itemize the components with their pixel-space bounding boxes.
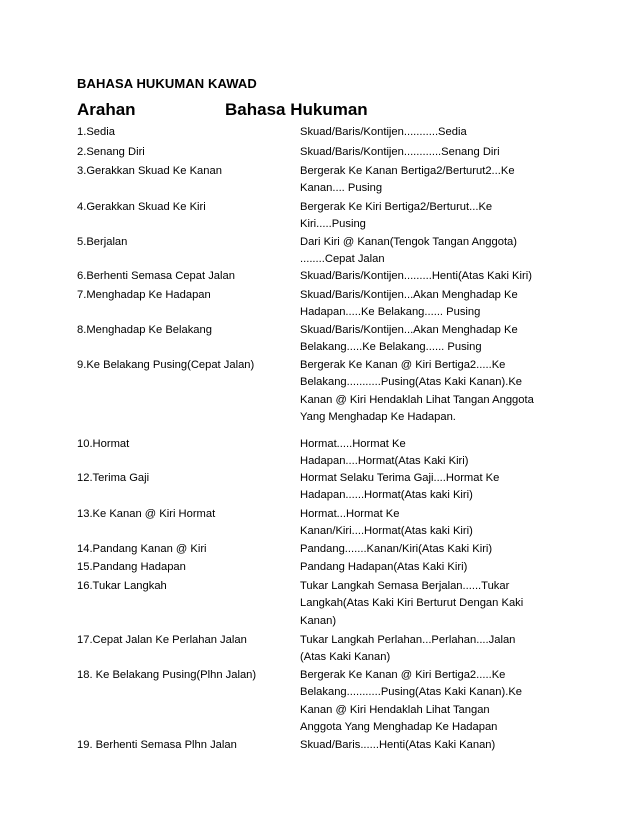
command-label: 18. Ke Belakang Pusing(Plhn Jalan) [77, 669, 257, 681]
command-label: 6.Berhenti Semasa Cepat Jalan [77, 270, 235, 282]
response-line: Skuad/Baris/Kontijen............Senang Diri [300, 146, 500, 158]
command-response [300, 737, 550, 754]
response-line: Hormat...Hormat Ke [300, 508, 400, 520]
response-line: Pandang.......Kanan/Kiri(Atas Kaki Kiri) [300, 543, 493, 555]
command-label: 16.Tukar Langkah [77, 580, 167, 592]
response-line: Skuad/Baris/Kontijen...Akan Menghadap Ke [300, 289, 518, 301]
command-label: 7.Menghadap Ke Hadapan [77, 289, 211, 301]
command-label: 2.Senang Diri [77, 146, 145, 158]
command-response [300, 578, 550, 630]
command-response [300, 506, 550, 541]
response-line: Tukar Langkah Perlahan...Perlahan....Jalan [300, 634, 516, 646]
response-line: Skuad/Baris......Henti(Atas Kaki Kanan) [300, 739, 496, 751]
command-response [300, 268, 550, 285]
command-response [300, 124, 550, 141]
command-label: 3.Gerakkan Skuad Ke Kanan [77, 165, 222, 177]
command-label: 15.Pandang Hadapan [77, 561, 186, 573]
command-label: 12.Terima Gaji [77, 472, 150, 484]
command-response [300, 163, 550, 198]
command-label: 4.Gerakkan Skuad Ke Kiri [77, 201, 206, 213]
response-line: Skuad/Baris/Kontijen...........Sedia [300, 126, 467, 138]
response-line: Langkah(Atas Kaki Kiri Berturut Dengan Kaki [300, 597, 524, 610]
response-line: Bergerak Ke Kanan @ Kiri Bertiga2.....Ke [300, 359, 506, 371]
response-line: Pandang Hadapan(Atas Kaki Kiri) [300, 561, 468, 573]
column-header-bahasa-hukuman: Bahasa Hukuman [225, 100, 368, 119]
response-line: Anggota Yang Menghadap Ke Hadapan [300, 720, 498, 733]
response-line: Kiri.....Pusing [300, 218, 366, 231]
response-line: Yang Menghadap Ke Hadapan. [300, 410, 456, 423]
command-response [300, 322, 550, 357]
command-label: 8.Menghadap Ke Belakang [77, 324, 212, 336]
command-label: 17.Cepat Jalan Ke Perlahan Jalan [77, 634, 247, 646]
response-line: Bergerak Ke Kiri Bertiga2/Berturut...Ke [300, 201, 493, 213]
command-response [300, 199, 550, 234]
response-line: ........Cepat Jalan [300, 253, 385, 266]
response-line: Kanan @ Kiri Hendaklah Lihat Tangan Anggota [300, 393, 534, 406]
command-response [300, 559, 550, 576]
response-line: Belakang.....Ke Belakang...... Pusing [300, 341, 482, 354]
command-response [300, 144, 550, 161]
response-line: Hadapan......Hormat(Atas kaki Kiri) [300, 489, 473, 502]
response-line: Belakang...........Pusing(Atas Kaki Kanan).Ke [300, 686, 523, 699]
response-line: Bergerak Ke Kanan Bertiga2/Berturut2...Ke [300, 165, 515, 177]
response-line: Bergerak Ke Kanan @ Kiri Bertiga2.....Ke [300, 669, 506, 681]
command-label: 1.Sedia [77, 126, 115, 138]
response-line: (Atas Kaki Kanan) [300, 651, 391, 664]
response-line: Dari Kiri @ Kanan(Tengok Tangan Anggota) [300, 236, 518, 248]
command-response [300, 436, 550, 471]
command-response [300, 287, 550, 322]
response-line: Kanan/Kiri....Hormat(Atas kaki Kiri) [300, 525, 473, 538]
command-response [300, 667, 550, 736]
command-label: 13.Ke Kanan @ Kiri Hormat [77, 508, 216, 520]
response-line: Hadapan....Hormat(Atas Kaki Kiri) [300, 455, 469, 468]
response-line: Kanan.... Pusing [300, 182, 383, 195]
response-line: Skuad/Baris/Kontijen...Akan Menghadap Ke [300, 324, 518, 336]
command-label: 10.Hormat [77, 438, 130, 450]
response-line: Kanan @ Kiri Hendaklah Lihat Tangan [300, 703, 490, 716]
response-line: Hormat.....Hormat Ke [300, 438, 406, 450]
response-line: Hormat Selaku Terima Gaji....Hormat Ke [300, 472, 500, 484]
command-label: 9.Ke Belakang Pusing(Cepat Jalan) [77, 359, 255, 371]
command-label: 14.Pandang Kanan @ Kiri [77, 543, 207, 555]
column-header-arahan: Arahan [77, 100, 136, 119]
response-line: Belakang...........Pusing(Atas Kaki Kanan).Ke [300, 376, 523, 389]
command-label: 5.Berjalan [77, 236, 128, 248]
command-response [300, 632, 550, 667]
response-line: Hadapan.....Ke Belakang...... Pusing [300, 306, 481, 319]
command-label: 19. Berhenti Semasa Plhn Jalan [77, 739, 237, 751]
command-response [300, 234, 550, 269]
command-response [300, 470, 550, 505]
response-line: Tukar Langkah Semasa Berjalan......Tukar [300, 580, 510, 592]
document-title: BAHASA HUKUMAN KAWAD [77, 76, 257, 91]
response-line: Skuad/Baris/Kontijen.........Henti(Atas Kaki Kiri) [300, 270, 532, 282]
response-line: Kanan) [300, 614, 337, 627]
command-response [300, 357, 550, 426]
command-response [300, 541, 550, 558]
